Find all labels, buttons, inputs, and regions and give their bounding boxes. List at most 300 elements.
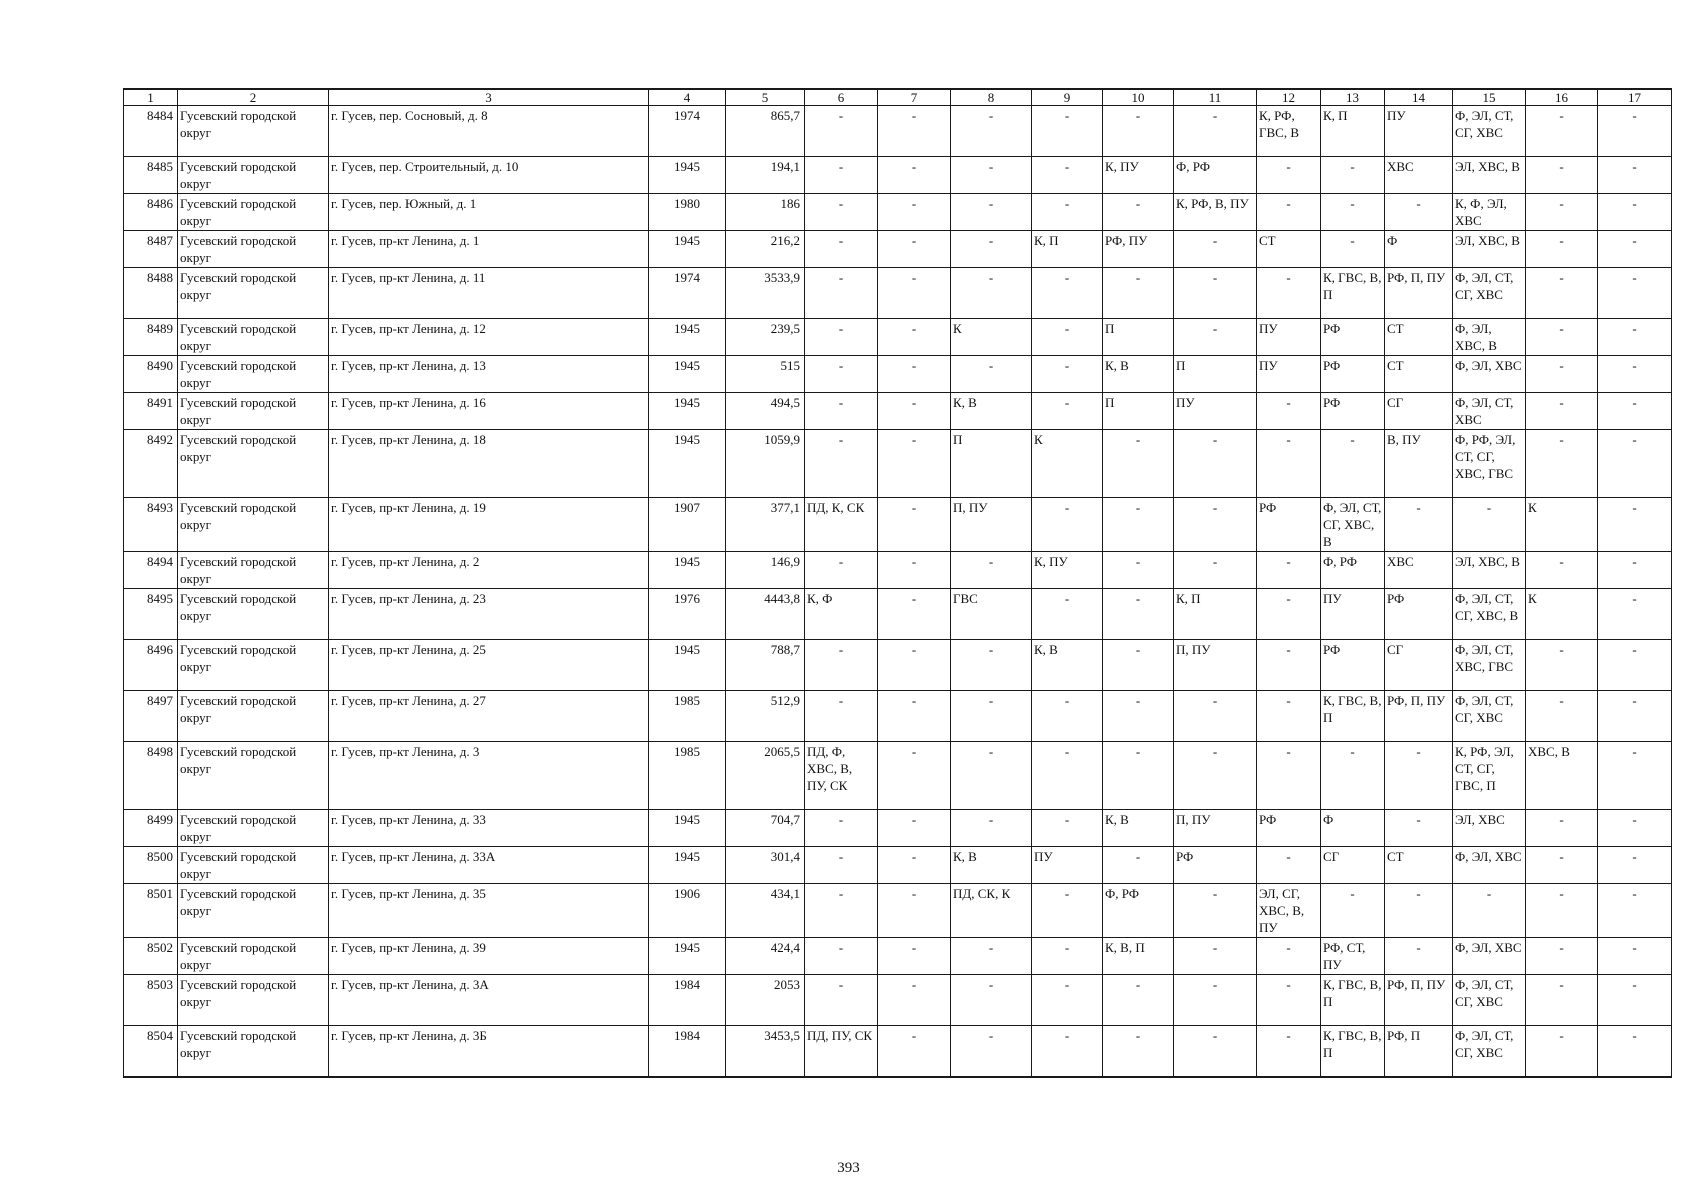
cell-col-13: - [1321,231,1385,268]
column-header-2: 2 [178,89,329,106]
cell-col-5: 146,9 [726,552,805,589]
cell-col-6: ПД, ПУ, СК [805,1026,878,1077]
table-row [124,884,1672,938]
cell-col-15: - [1453,498,1526,552]
cell-col-10: Ф, РФ [1103,884,1174,938]
cell-col-17: - [1598,847,1672,884]
cell-col-14: СТ [1385,356,1453,393]
cell-col-14: ХВС [1385,157,1453,194]
cell-col-16: - [1526,393,1598,430]
cell-col-14: СГ [1385,393,1453,430]
cell-col-14: РФ, П, ПУ [1385,691,1453,742]
cell-col-17: - [1598,157,1672,194]
cell-col-16: - [1526,640,1598,691]
cell-col-11: - [1174,498,1257,552]
cell-col-7: - [878,430,951,498]
cell-col-9: К [1032,430,1103,498]
table-row [124,393,1672,430]
cell-col-1: 8495 [124,589,178,640]
cell-col-12: - [1257,1026,1321,1077]
cell-col-1: 8494 [124,552,178,589]
cell-col-5: 194,1 [726,157,805,194]
table-row [124,938,1672,975]
cell-col-11: РФ [1174,847,1257,884]
cell-col-3: г. Гусев, пер. Южный, д. 1 [329,194,649,231]
cell-col-3: г. Гусев, пр-кт Ленина, д. 1 [329,231,649,268]
cell-col-6: - [805,157,878,194]
cell-col-10: - [1103,268,1174,319]
cell-col-1: 8498 [124,742,178,810]
cell-col-9: - [1032,938,1103,975]
cell-col-8: - [951,691,1032,742]
cell-col-6: - [805,194,878,231]
cell-col-14: ПУ [1385,106,1453,157]
column-header-6: 6 [805,89,878,106]
table-row [124,589,1672,640]
cell-col-2: Гусевский городской округ [178,268,329,319]
cell-col-6: ПД, К, СК [805,498,878,552]
column-header-1: 1 [124,89,178,106]
cell-col-17: - [1598,1026,1672,1077]
cell-col-9: - [1032,393,1103,430]
cell-col-9: К, П [1032,231,1103,268]
cell-col-15: Ф, ЭЛ, СТ, СГ, ХВС [1453,975,1526,1026]
cell-col-13: К, ГВС, В, П [1321,691,1385,742]
cell-col-3: г. Гусев, пр-кт Ленина, д. 18 [329,430,649,498]
cell-col-15: ЭЛ, ХВС, В [1453,231,1526,268]
cell-col-15: Ф, ЭЛ, СТ, СГ, ХВС [1453,268,1526,319]
cell-col-17: - [1598,810,1672,847]
cell-col-4: 1945 [649,319,726,356]
cell-col-12: ПУ [1257,356,1321,393]
cell-col-9: - [1032,1026,1103,1077]
cell-col-5: 3533,9 [726,268,805,319]
cell-col-1: 8504 [124,1026,178,1077]
cell-col-8: - [951,975,1032,1026]
cell-col-7: - [878,356,951,393]
cell-col-13: Ф, ЭЛ, СТ, СГ, ХВС, В [1321,498,1385,552]
register-table [123,88,1672,1078]
cell-col-5: 704,7 [726,810,805,847]
cell-col-6: - [805,319,878,356]
cell-col-8: - [951,1026,1032,1077]
cell-col-10: П [1103,319,1174,356]
table-row [124,552,1672,589]
cell-col-13: РФ [1321,393,1385,430]
table-row [124,1026,1672,1077]
cell-col-9: К, В [1032,640,1103,691]
cell-col-11: - [1174,319,1257,356]
cell-col-12: РФ [1257,498,1321,552]
cell-col-8: - [951,194,1032,231]
cell-col-4: 1945 [649,847,726,884]
cell-col-9: - [1032,589,1103,640]
cell-col-4: 1945 [649,393,726,430]
cell-col-5: 2065,5 [726,742,805,810]
cell-col-4: 1906 [649,884,726,938]
cell-col-10: К, В [1103,356,1174,393]
cell-col-9: - [1032,884,1103,938]
cell-col-2: Гусевский городской округ [178,356,329,393]
cell-col-4: 1976 [649,589,726,640]
cell-col-8: ПД, СК, К [951,884,1032,938]
cell-col-15: Ф, ЭЛ, СТ, СГ, ХВС [1453,106,1526,157]
column-header-12: 12 [1257,89,1321,106]
cell-col-13: - [1321,742,1385,810]
cell-col-14: СТ [1385,319,1453,356]
cell-col-13: РФ [1321,640,1385,691]
cell-col-3: г. Гусев, пер. Строительный, д. 10 [329,157,649,194]
cell-col-11: - [1174,106,1257,157]
column-header-16: 16 [1526,89,1598,106]
cell-col-6: - [805,356,878,393]
cell-col-15: Ф, ЭЛ, СТ, ХВС, ГВС [1453,640,1526,691]
cell-col-11: К, П [1174,589,1257,640]
table-row [124,430,1672,498]
cell-col-7: - [878,884,951,938]
cell-col-1: 8499 [124,810,178,847]
cell-col-5: 186 [726,194,805,231]
cell-col-17: - [1598,356,1672,393]
cell-col-1: 8489 [124,319,178,356]
cell-col-10: К, В [1103,810,1174,847]
cell-col-9: - [1032,356,1103,393]
table-row [124,231,1672,268]
cell-col-5: 377,1 [726,498,805,552]
cell-col-17: - [1598,884,1672,938]
cell-col-16: - [1526,106,1598,157]
cell-col-6: - [805,938,878,975]
cell-col-2: Гусевский городской округ [178,106,329,157]
cell-col-12: - [1257,938,1321,975]
cell-col-1: 8484 [124,106,178,157]
cell-col-1: 8496 [124,640,178,691]
cell-col-17: - [1598,742,1672,810]
cell-col-11: Ф, РФ [1174,157,1257,194]
cell-col-3: г. Гусев, пр-кт Ленина, д. 27 [329,691,649,742]
cell-col-17: - [1598,430,1672,498]
cell-col-1: 8487 [124,231,178,268]
cell-col-4: 1984 [649,1026,726,1077]
cell-col-3: г. Гусев, пр-кт Ленина, д. 3 [329,742,649,810]
cell-col-16: - [1526,938,1598,975]
cell-col-6: К, Ф [805,589,878,640]
cell-col-13: К, ГВС, В, П [1321,1026,1385,1077]
cell-col-3: г. Гусев, пер. Сосновый, д. 8 [329,106,649,157]
cell-col-9: - [1032,106,1103,157]
cell-col-3: г. Гусев, пр-кт Ленина, д. 11 [329,268,649,319]
column-header-5: 5 [726,89,805,106]
cell-col-10: - [1103,847,1174,884]
table-row [124,157,1672,194]
cell-col-8: - [951,938,1032,975]
cell-col-11: П, ПУ [1174,640,1257,691]
cell-col-4: 1945 [649,231,726,268]
cell-col-8: - [951,157,1032,194]
cell-col-2: Гусевский городской округ [178,1026,329,1077]
cell-col-17: - [1598,319,1672,356]
cell-col-2: Гусевский городской округ [178,589,329,640]
cell-col-7: - [878,1026,951,1077]
cell-col-12: К, РФ, ГВС, В [1257,106,1321,157]
cell-col-17: - [1598,691,1672,742]
cell-col-6: - [805,393,878,430]
cell-col-17: - [1598,231,1672,268]
cell-col-16: - [1526,319,1598,356]
cell-col-7: - [878,268,951,319]
cell-col-14: В, ПУ [1385,430,1453,498]
cell-col-4: 1984 [649,975,726,1026]
cell-col-4: 1985 [649,742,726,810]
cell-col-10: - [1103,498,1174,552]
column-header-11: 11 [1174,89,1257,106]
cell-col-5: 515 [726,356,805,393]
cell-col-4: 1945 [649,430,726,498]
cell-col-3: г. Гусев, пр-кт Ленина, д. 12 [329,319,649,356]
cell-col-4: 1945 [649,938,726,975]
cell-col-7: - [878,691,951,742]
cell-col-10: - [1103,742,1174,810]
cell-col-17: - [1598,552,1672,589]
cell-col-6: - [805,268,878,319]
cell-col-13: К, ГВС, В, П [1321,975,1385,1026]
cell-col-1: 8493 [124,498,178,552]
cell-col-1: 8491 [124,393,178,430]
cell-col-12: СТ [1257,231,1321,268]
table-row [124,356,1672,393]
cell-col-13: К, ГВС, В, П [1321,268,1385,319]
cell-col-15: ЭЛ, ХВС, В [1453,552,1526,589]
cell-col-3: г. Гусев, пр-кт Ленина, д. 35 [329,884,649,938]
cell-col-8: - [951,268,1032,319]
cell-col-2: Гусевский городской округ [178,640,329,691]
cell-col-13: СГ [1321,847,1385,884]
cell-col-4: 1980 [649,194,726,231]
cell-col-16: - [1526,1026,1598,1077]
cell-col-16: К [1526,589,1598,640]
cell-col-7: - [878,319,951,356]
cell-col-2: Гусевский городской округ [178,194,329,231]
cell-col-9: - [1032,975,1103,1026]
column-header-13: 13 [1321,89,1385,106]
cell-col-5: 301,4 [726,847,805,884]
cell-col-8: П [951,430,1032,498]
cell-col-7: - [878,742,951,810]
cell-col-7: - [878,975,951,1026]
cell-col-3: г. Гусев, пр-кт Ленина, д. 13 [329,356,649,393]
cell-col-7: - [878,847,951,884]
cell-col-5: 788,7 [726,640,805,691]
cell-col-10: - [1103,194,1174,231]
cell-col-15: Ф, ЭЛ, ХВС, В [1453,319,1526,356]
cell-col-5: 494,5 [726,393,805,430]
table-header [124,89,1672,106]
cell-col-12: ПУ [1257,319,1321,356]
cell-col-9: - [1032,157,1103,194]
cell-col-1: 8503 [124,975,178,1026]
cell-col-17: - [1598,975,1672,1026]
table-row [124,106,1672,157]
cell-col-14: СГ [1385,640,1453,691]
cell-col-4: 1945 [649,640,726,691]
cell-col-15: Ф, ЭЛ, СТ, ХВС [1453,393,1526,430]
table-row [124,640,1672,691]
cell-col-14: ХВС [1385,552,1453,589]
cell-col-13: Ф, РФ [1321,552,1385,589]
cell-col-8: К [951,319,1032,356]
cell-col-3: г. Гусев, пр-кт Ленина, д. 25 [329,640,649,691]
cell-col-7: - [878,393,951,430]
cell-col-10: - [1103,975,1174,1026]
cell-col-1: 8500 [124,847,178,884]
cell-col-10: - [1103,552,1174,589]
cell-col-5: 216,2 [726,231,805,268]
cell-col-16: - [1526,552,1598,589]
cell-col-13: Ф [1321,810,1385,847]
cell-col-16: - [1526,847,1598,884]
table-row [124,194,1672,231]
cell-col-7: - [878,938,951,975]
cell-col-12: - [1257,194,1321,231]
cell-col-3: г. Гусев, пр-кт Ленина, д. 2 [329,552,649,589]
cell-col-16: - [1526,268,1598,319]
cell-col-2: Гусевский городской округ [178,231,329,268]
cell-col-14: РФ [1385,589,1453,640]
cell-col-8: П, ПУ [951,498,1032,552]
cell-col-17: - [1598,268,1672,319]
cell-col-15: - [1453,884,1526,938]
cell-col-10: К, В, П [1103,938,1174,975]
cell-col-15: Ф, ЭЛ, ХВС [1453,847,1526,884]
cell-col-1: 8501 [124,884,178,938]
cell-col-14: РФ, П, ПУ [1385,975,1453,1026]
cell-col-6: - [805,884,878,938]
cell-col-13: К, П [1321,106,1385,157]
cell-col-11: П [1174,356,1257,393]
cell-col-2: Гусевский городской округ [178,975,329,1026]
cell-col-2: Гусевский городской округ [178,157,329,194]
cell-col-14: - [1385,742,1453,810]
cell-col-17: - [1598,938,1672,975]
cell-col-14: - [1385,498,1453,552]
cell-col-2: Гусевский городской округ [178,884,329,938]
cell-col-10: - [1103,691,1174,742]
cell-col-2: Гусевский городской округ [178,742,329,810]
cell-col-11: П, ПУ [1174,810,1257,847]
cell-col-15: Ф, ЭЛ, ХВС [1453,356,1526,393]
cell-col-15: Ф, ЭЛ, СТ, СГ, ХВС [1453,691,1526,742]
cell-col-12: - [1257,691,1321,742]
cell-col-3: г. Гусев, пр-кт Ленина, д. 16 [329,393,649,430]
cell-col-17: - [1598,393,1672,430]
cell-col-14: - [1385,884,1453,938]
cell-col-16: - [1526,884,1598,938]
cell-col-6: - [805,106,878,157]
cell-col-11: - [1174,430,1257,498]
cell-col-9: - [1032,691,1103,742]
column-header-9: 9 [1032,89,1103,106]
cell-col-2: Гусевский городской округ [178,430,329,498]
cell-col-16: - [1526,430,1598,498]
cell-col-9: - [1032,742,1103,810]
cell-col-1: 8488 [124,268,178,319]
table-row [124,742,1672,810]
column-header-7: 7 [878,89,951,106]
cell-col-16: ХВС, В [1526,742,1598,810]
cell-col-5: 865,7 [726,106,805,157]
cell-col-15: Ф, ЭЛ, ХВС [1453,938,1526,975]
cell-col-8: - [951,640,1032,691]
cell-col-15: ЭЛ, ХВС, В [1453,157,1526,194]
cell-col-5: 4443,8 [726,589,805,640]
header-row [124,89,1672,106]
cell-col-15: К, Ф, ЭЛ, ХВС [1453,194,1526,231]
cell-col-12: - [1257,589,1321,640]
cell-col-11: - [1174,938,1257,975]
cell-col-7: - [878,194,951,231]
cell-col-7: - [878,589,951,640]
cell-col-2: Гусевский городской округ [178,810,329,847]
cell-col-5: 3453,5 [726,1026,805,1077]
cell-col-5: 1059,9 [726,430,805,498]
cell-col-7: - [878,231,951,268]
cell-col-3: г. Гусев, пр-кт Ленина, д. 33А [329,847,649,884]
page-number: 393 [837,1160,860,1176]
cell-col-11: - [1174,742,1257,810]
cell-col-1: 8492 [124,430,178,498]
cell-col-4: 1945 [649,356,726,393]
cell-col-1: 8497 [124,691,178,742]
cell-col-17: - [1598,194,1672,231]
cell-col-1: 8490 [124,356,178,393]
cell-col-16: - [1526,810,1598,847]
cell-col-10: - [1103,589,1174,640]
cell-col-15: Ф, ЭЛ, СТ, СГ, ХВС, В [1453,589,1526,640]
cell-col-17: - [1598,589,1672,640]
cell-col-13: - [1321,194,1385,231]
table-row [124,847,1672,884]
cell-col-9: - [1032,810,1103,847]
cell-col-12: РФ [1257,810,1321,847]
cell-col-8: - [951,106,1032,157]
cell-col-6: - [805,640,878,691]
cell-col-8: - [951,356,1032,393]
cell-col-11: - [1174,231,1257,268]
cell-col-3: г. Гусев, пр-кт Ленина, д. 23 [329,589,649,640]
cell-col-5: 434,1 [726,884,805,938]
cell-col-9: - [1032,268,1103,319]
cell-col-3: г. Гусев, пр-кт Ленина, д. 3А [329,975,649,1026]
cell-col-5: 424,4 [726,938,805,975]
cell-col-14: СТ [1385,847,1453,884]
cell-col-13: ПУ [1321,589,1385,640]
cell-col-15: К, РФ, ЭЛ, СТ, СГ, ГВС, П [1453,742,1526,810]
cell-col-12: - [1257,742,1321,810]
cell-col-12: - [1257,552,1321,589]
cell-col-9: ПУ [1032,847,1103,884]
cell-col-16: - [1526,157,1598,194]
cell-col-16: - [1526,194,1598,231]
cell-col-8: К, В [951,393,1032,430]
cell-col-8: - [951,552,1032,589]
cell-col-7: - [878,106,951,157]
cell-col-2: Гусевский городской округ [178,938,329,975]
cell-col-2: Гусевский городской округ [178,393,329,430]
cell-col-15: Ф, ЭЛ, СТ, СГ, ХВС [1453,1026,1526,1077]
cell-col-14: РФ, П [1385,1026,1453,1077]
column-header-3: 3 [329,89,649,106]
cell-col-8: - [951,742,1032,810]
